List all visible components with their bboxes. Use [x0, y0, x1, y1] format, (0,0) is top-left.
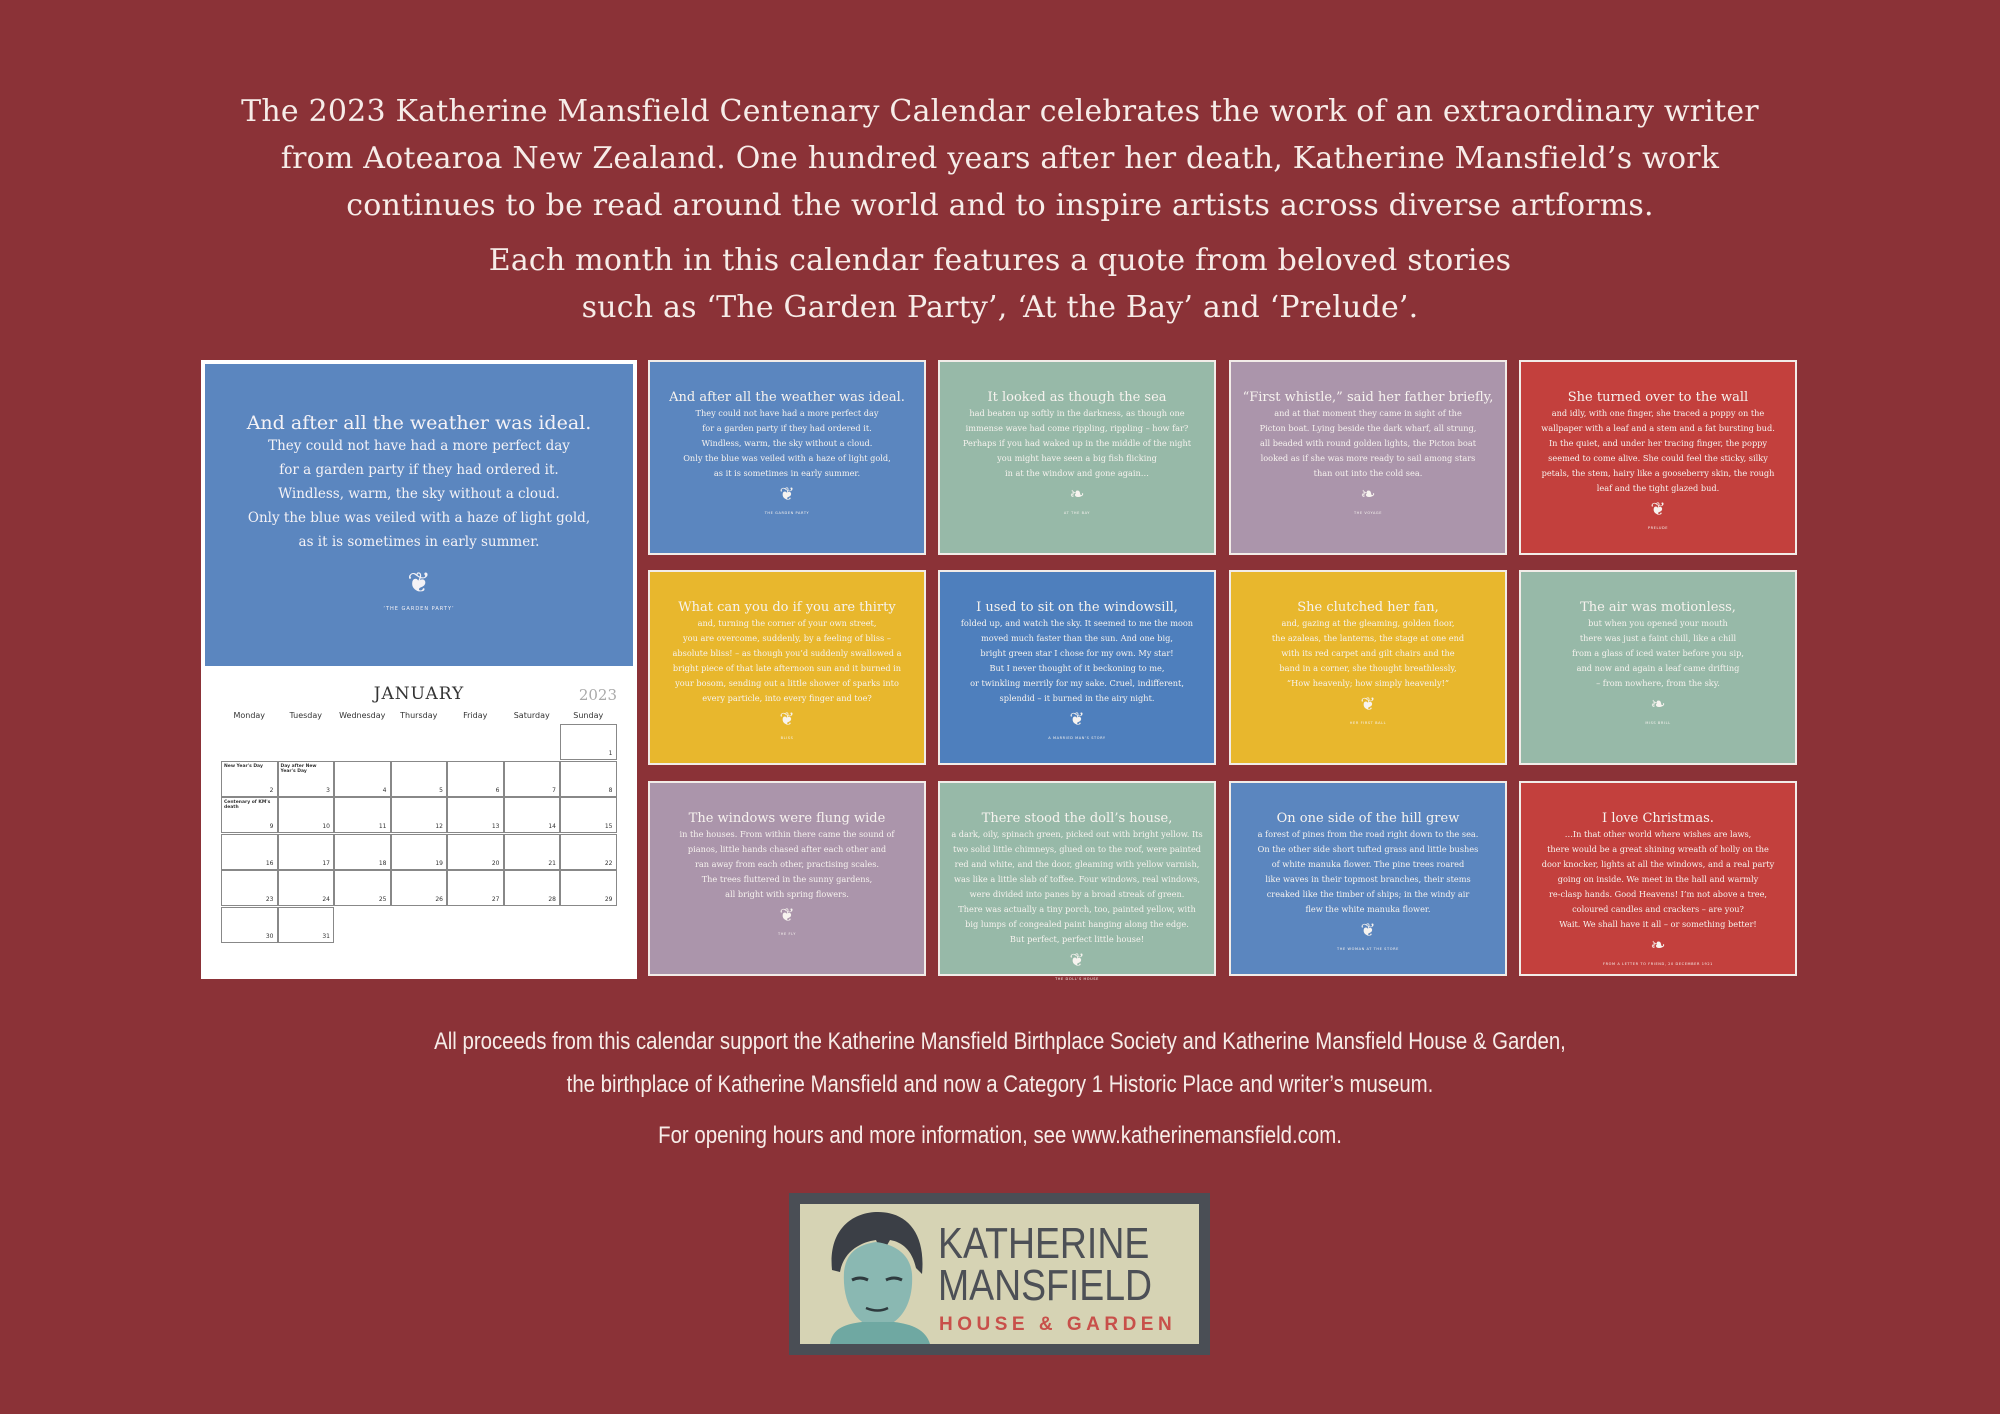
card-line: Only the blue was veiled with a haze of light gold,	[683, 453, 891, 463]
date-cell	[221, 870, 278, 906]
quote-line: for a garden party if they had ordered it.	[279, 462, 559, 478]
date-grid	[221, 724, 617, 958]
card-line: splendid – it burned in the airy night.	[999, 693, 1155, 703]
card-line: your bosom, sending out a little shower of sparks into	[675, 678, 899, 688]
intro-line: from Aotearoa New Zealand. One hundred years after her death, Katherine Mansfield’s work	[280, 141, 1720, 176]
card-line: and, turning the corner of your own street,	[697, 618, 877, 628]
card-heading: “First whistle,” said her father briefly,	[1242, 390, 1494, 405]
card-heading: I used to sit on the windowsill,	[976, 600, 1178, 615]
card-line: creaked like the timber of ships; in the windy air	[1266, 889, 1470, 899]
card-line: folded up, and watch the sky. It seemed to me the moon	[960, 618, 1194, 628]
card-line: …In that other world where wishes are laws,	[1564, 829, 1752, 839]
card-line: In the quiet, and under her tracing finger, the poppy	[1548, 438, 1768, 448]
date-cell	[278, 834, 335, 870]
date-number: 22	[604, 859, 613, 867]
month-card	[648, 570, 926, 765]
card-line: with its red carpet and gilt chairs and the	[1281, 648, 1455, 658]
card-line: coloured candles and crackers – are you?	[1572, 904, 1744, 914]
intro-line: The 2023 Katherine Mansfield Centenary Calendar celebrates the work of an extraordinary writer	[241, 94, 1759, 129]
card-line: as it is sometimes in early summer.	[713, 468, 861, 478]
outro-website-line: For opening hours and more information, see www.katherinemansfield.com.	[658, 1122, 1342, 1149]
card-line: seemed to come alive. She could feel the sticky, silky	[1548, 453, 1768, 463]
card-line: Wait. We shall have it all – or something better!	[1559, 919, 1757, 929]
date-number: 25	[378, 896, 387, 903]
card-line: re-clasp hands. Good Heavens! I’m not above a tree,	[1548, 889, 1768, 899]
card-line: Windless, warm, the sky without a cloud.	[701, 438, 873, 448]
outro-text	[150, 1020, 1850, 1157]
date-cell	[278, 907, 335, 943]
month-title: JANUARY	[373, 684, 465, 704]
card-line: and now and again a leaf came drifting	[1576, 663, 1740, 673]
date-number: 19	[435, 859, 443, 867]
card-source: FROM A LETTER TO FRIEND, 20 DECEMBER 1921	[1602, 962, 1713, 966]
card-line: two solid little chimneys, glued on to the roof, were painted	[952, 844, 1202, 854]
date-cell	[391, 797, 448, 833]
card-line: and at that moment they came in sight of the	[1274, 408, 1462, 418]
date-number: 4	[382, 786, 387, 794]
date-cell	[504, 834, 561, 870]
date-number: 1	[608, 750, 613, 757]
card-line: red and white, and the door, gleaming with yellow varnish,	[954, 859, 1200, 869]
portrait-icon	[822, 1210, 930, 1344]
date-number: 24	[322, 896, 330, 903]
ornament-icon: ❦	[1360, 920, 1376, 941]
intro-line: continues to be read around the world and to inspire artists across diverse artforms.	[346, 188, 1654, 223]
card-heading: I love Christmas.	[1602, 811, 1714, 826]
outro-line: All proceeds from this calendar support the Katherine Mansfield Birthplace Society and Katherine Mansfield House & Garden,	[434, 1028, 1566, 1055]
date-cell	[334, 761, 391, 797]
date-cell	[560, 834, 617, 870]
intro-text	[0, 88, 2000, 331]
card-source: AT THE BAY	[1063, 511, 1091, 515]
date-number: 31	[322, 932, 330, 940]
featured-quote-panel	[205, 364, 633, 666]
date-number: 13	[491, 823, 500, 830]
card-line: band in a corner, she thought breathlessly,	[1279, 663, 1457, 673]
card-line: in at the window and gone again…	[1005, 468, 1149, 478]
card-source: THE VOYAGE	[1353, 511, 1383, 515]
date-number: 27	[491, 896, 500, 903]
card-line: ran away from each other, practising scales.	[694, 859, 880, 869]
house-garden-logo	[789, 1193, 1210, 1355]
card-line: or twinkling merrily for my sake. Cruel, indifferent,	[970, 678, 1184, 688]
card-line: petals, the stem, hairy like a gooseberry skin, the rough	[1541, 468, 1775, 478]
ornament-icon: ❦	[779, 484, 795, 505]
card-line: The trees fluttered in the sunny gardens,	[701, 874, 873, 884]
card-line: of white manuka flower. The pine trees roared	[1271, 859, 1465, 869]
date-cell	[391, 761, 448, 797]
date-number: 14	[548, 823, 556, 830]
card-source: A MARRIED MAN’S STORY	[1048, 736, 1106, 740]
month-card	[938, 360, 1216, 555]
card-line: a forest of pines from the road right down to the sea.	[1257, 829, 1479, 839]
card-line: was like a little slab of toffee. Four windows, real windows,	[954, 874, 1200, 884]
card-heading: She turned over to the wall	[1567, 390, 1749, 405]
card-line: and idly, with one finger, she traced a poppy on the	[1551, 408, 1765, 418]
card-heading: And after all the weather was ideal.	[669, 390, 905, 405]
date-number: 15	[604, 823, 613, 830]
date-number: 11	[378, 823, 387, 830]
date-number: 3	[326, 786, 330, 794]
ornament-icon: ❦	[1360, 694, 1376, 715]
date-cell	[504, 761, 561, 797]
date-cell	[447, 761, 504, 797]
date-cell	[447, 797, 504, 833]
card-line: were divided into panes by a broad streak of green.	[969, 889, 1185, 899]
date-cell	[334, 870, 391, 906]
card-line: But I never thought of it beckoning to me,	[989, 663, 1165, 673]
month-card	[648, 360, 926, 555]
card-line: flew the white manuka flower.	[1305, 904, 1431, 914]
date-note: New Year's Day	[224, 763, 263, 769]
card-line: “How heavenly; how simply heavenly!”	[1286, 678, 1450, 688]
month-card	[938, 781, 1216, 981]
weekday: Sunday	[573, 711, 604, 720]
date-cell	[334, 797, 391, 833]
card-line: But perfect, perfect little house!	[1009, 934, 1145, 944]
month-card	[1519, 570, 1797, 765]
date-cell	[391, 834, 448, 870]
featured-calendar-page	[201, 360, 637, 979]
date-cell	[221, 761, 278, 797]
card-line: bright green star I chose for my own. My star!	[980, 648, 1174, 658]
date-cell	[221, 797, 278, 833]
quote-heading: And after all the weather was ideal.	[246, 412, 592, 434]
card-line: all beaded with round golden lights, the Picton boat	[1259, 438, 1476, 448]
date-cell	[560, 724, 617, 760]
card-source: HER FIRST BALL	[1349, 721, 1387, 725]
date-number: 26	[435, 896, 443, 903]
date-number: 18	[378, 859, 387, 867]
ornament-icon: ❦	[779, 905, 795, 926]
quote-line: Windless, warm, the sky without a cloud.	[278, 486, 560, 502]
card-line: a dark, oily, spinach green, picked out with bright yellow. Its	[951, 829, 1203, 839]
card-line: There was actually a tiny porch, too, painted yellow, with	[958, 904, 1196, 914]
card-line: Perhaps if you had waked up in the middle of the night	[962, 438, 1192, 448]
card-line: the azaleas, the lanterns, the stage at one end	[1271, 633, 1465, 643]
card-line: going on inside. We meet in the hall and warmly	[1557, 874, 1759, 884]
card-heading: What can you do if you are thirty	[678, 600, 896, 615]
card-source: THE WOMAN AT THE STORE	[1337, 947, 1399, 951]
card-source: BLISS	[780, 736, 794, 740]
card-heading: On one side of the hill grew	[1276, 811, 1460, 826]
card-source: MISS BRILL	[1645, 721, 1671, 725]
date-cell	[334, 834, 391, 870]
ornament-icon: ❧	[1650, 935, 1666, 956]
date-number: 6	[495, 786, 500, 794]
card-line: door knocker, lights at all the windows, and a real party	[1541, 859, 1775, 869]
card-line: immense wave had come rippling, rippling – how far?	[965, 423, 1189, 433]
card-line: every particle, into every finger and toe?	[702, 693, 872, 703]
date-cell	[560, 761, 617, 797]
date-number: 29	[604, 896, 613, 903]
quote-line: as it is sometimes in early summer.	[298, 534, 540, 550]
ornament-icon: ❦	[1650, 499, 1666, 520]
month-card	[938, 570, 1216, 765]
date-number: 28	[548, 896, 556, 903]
date-cell	[560, 797, 617, 833]
card-line: pianos, little hands chased after each other and	[687, 844, 887, 854]
date-number: 9	[269, 823, 274, 830]
card-line: all bright with spring flowers.	[725, 889, 849, 899]
date-cell	[278, 761, 335, 797]
card-line: than out into the cold sea.	[1313, 468, 1423, 478]
date-note: Day after New Year's Day	[280, 763, 317, 774]
ornament-icon: ❧	[1360, 484, 1376, 505]
card-line: big lumps of congealed paint hanging along the edge.	[965, 919, 1189, 929]
card-line: Picton boat. Lying beside the dark wharf, all strung,	[1259, 423, 1477, 433]
date-number: 12	[435, 823, 443, 830]
weekday: Monday	[233, 711, 266, 720]
card-line: you might have seen a big fish flicking	[997, 453, 1157, 463]
card-line: for a garden party if they had ordered it.	[702, 423, 872, 433]
intro-line: such as ‘The Garden Party’, ‘At the Bay’ and ‘Prelude’.	[581, 290, 1419, 325]
month-grid	[205, 666, 633, 975]
card-source: THE DOLL’S HOUSE	[1055, 977, 1099, 981]
date-number: 7	[552, 786, 556, 794]
ornament-icon: ❦	[1069, 709, 1085, 730]
logo-line-2: MANSFIELD	[938, 1261, 1153, 1310]
card-heading: The air was motionless,	[1580, 600, 1736, 615]
weekday: Friday	[463, 711, 488, 720]
date-cell	[221, 834, 278, 870]
card-line: there would be a great shining wreath of holly on the	[1547, 844, 1769, 854]
card-line: absolute bliss! – as though you’d suddenly swallowed a	[672, 648, 902, 658]
card-line: there was just a faint chill, like a chill	[1579, 633, 1737, 643]
date-note: Centenary of KM's death	[224, 800, 271, 810]
card-line: from a glass of iced water before you sip,	[1572, 648, 1744, 658]
card-line: in the houses. From within there came the sound of	[679, 829, 895, 839]
quote-source: ‘THE GARDEN PARTY’	[383, 606, 455, 612]
month-card	[1519, 360, 1797, 555]
ornament-icon: ❧	[1069, 484, 1085, 505]
date-cell	[560, 870, 617, 906]
date-cell	[221, 907, 278, 943]
date-cell	[391, 870, 448, 906]
card-heading: There stood the doll’s house,	[981, 811, 1173, 826]
card-source: THE FLY	[778, 932, 796, 936]
weekday: Thursday	[400, 711, 438, 720]
month-card	[1519, 781, 1797, 976]
date-number: 8	[608, 786, 613, 794]
date-cell	[504, 797, 561, 833]
outro-line: the birthplace of Katherine Mansfield and now a Category 1 Historic Place and writer’s museum.	[566, 1071, 1434, 1098]
date-number: 20	[491, 859, 500, 867]
card-line: wallpaper with a leaf and a stem and a fat bursting bud.	[1541, 423, 1775, 433]
date-number: 16	[265, 859, 274, 867]
weekday: Wednesday	[339, 711, 386, 720]
ornament-icon: ❧	[1650, 694, 1666, 715]
month-card	[1229, 570, 1507, 765]
card-line: and, gazing at the gleaming, golden floor,	[1281, 618, 1455, 628]
card-heading: It looked as though the sea	[987, 390, 1167, 405]
logo-line-1: KATHERINE	[938, 1219, 1150, 1268]
date-cell	[278, 797, 335, 833]
card-source: PRELUDE	[1647, 526, 1669, 530]
date-cell	[447, 870, 504, 906]
quote-line: They could not have had a more perfect day	[268, 438, 570, 454]
intro-line: Each month in this calendar features a quote from beloved stories	[488, 243, 1512, 278]
card-line: bright piece of that late afternoon sun and it burned in	[672, 663, 902, 673]
card-line: moved much faster than the sun. And one big,	[981, 633, 1173, 643]
card-line: looked as if she was more ready to sail among stars	[1260, 453, 1476, 463]
date-number: 30	[265, 932, 274, 940]
logo-line-3: HOUSE & GARDEN	[939, 1314, 1177, 1335]
ornament-icon: ❦	[779, 709, 795, 730]
weekday: Saturday	[513, 711, 550, 720]
card-line: leaf and the tight glazed bud.	[1596, 483, 1720, 493]
date-number: 2	[269, 786, 274, 794]
card-line: like waves in their topmost branches, their stems	[1265, 874, 1471, 884]
year-label: 2023	[578, 686, 617, 704]
month-card	[1229, 781, 1507, 976]
card-line: On the other side short tufted grass and little bushes	[1257, 844, 1479, 854]
card-line: but when you opened your mouth	[1588, 618, 1728, 628]
ornament-icon: ❦	[1069, 950, 1085, 971]
date-cell	[278, 870, 335, 906]
card-line: you are overcome, suddenly, by a feeling of bliss –	[683, 633, 891, 643]
weekday: Tuesday	[289, 711, 323, 720]
date-number: 5	[439, 786, 443, 794]
card-source: THE GARDEN PARTY	[764, 511, 810, 515]
date-cell	[447, 834, 504, 870]
month-card	[1229, 360, 1507, 555]
date-number: 21	[548, 859, 556, 867]
card-heading: The windows were flung wide	[688, 811, 886, 826]
card-line: – from nowhere, from the sky.	[1596, 678, 1720, 688]
date-cell	[504, 870, 561, 906]
card-heading: She clutched her fan,	[1297, 600, 1439, 615]
ornament-icon: ❦	[407, 566, 431, 599]
card-line: They could not have had a more perfect day	[695, 408, 879, 418]
weekday-header	[221, 711, 617, 720]
month-card	[648, 781, 926, 976]
card-line: had beaten up softly in the darkness, as though one	[969, 408, 1185, 418]
date-number: 10	[322, 823, 330, 830]
date-number: 23	[265, 896, 274, 903]
quote-line: Only the blue was veiled with a haze of light gold,	[247, 510, 591, 526]
date-number: 17	[322, 859, 330, 867]
